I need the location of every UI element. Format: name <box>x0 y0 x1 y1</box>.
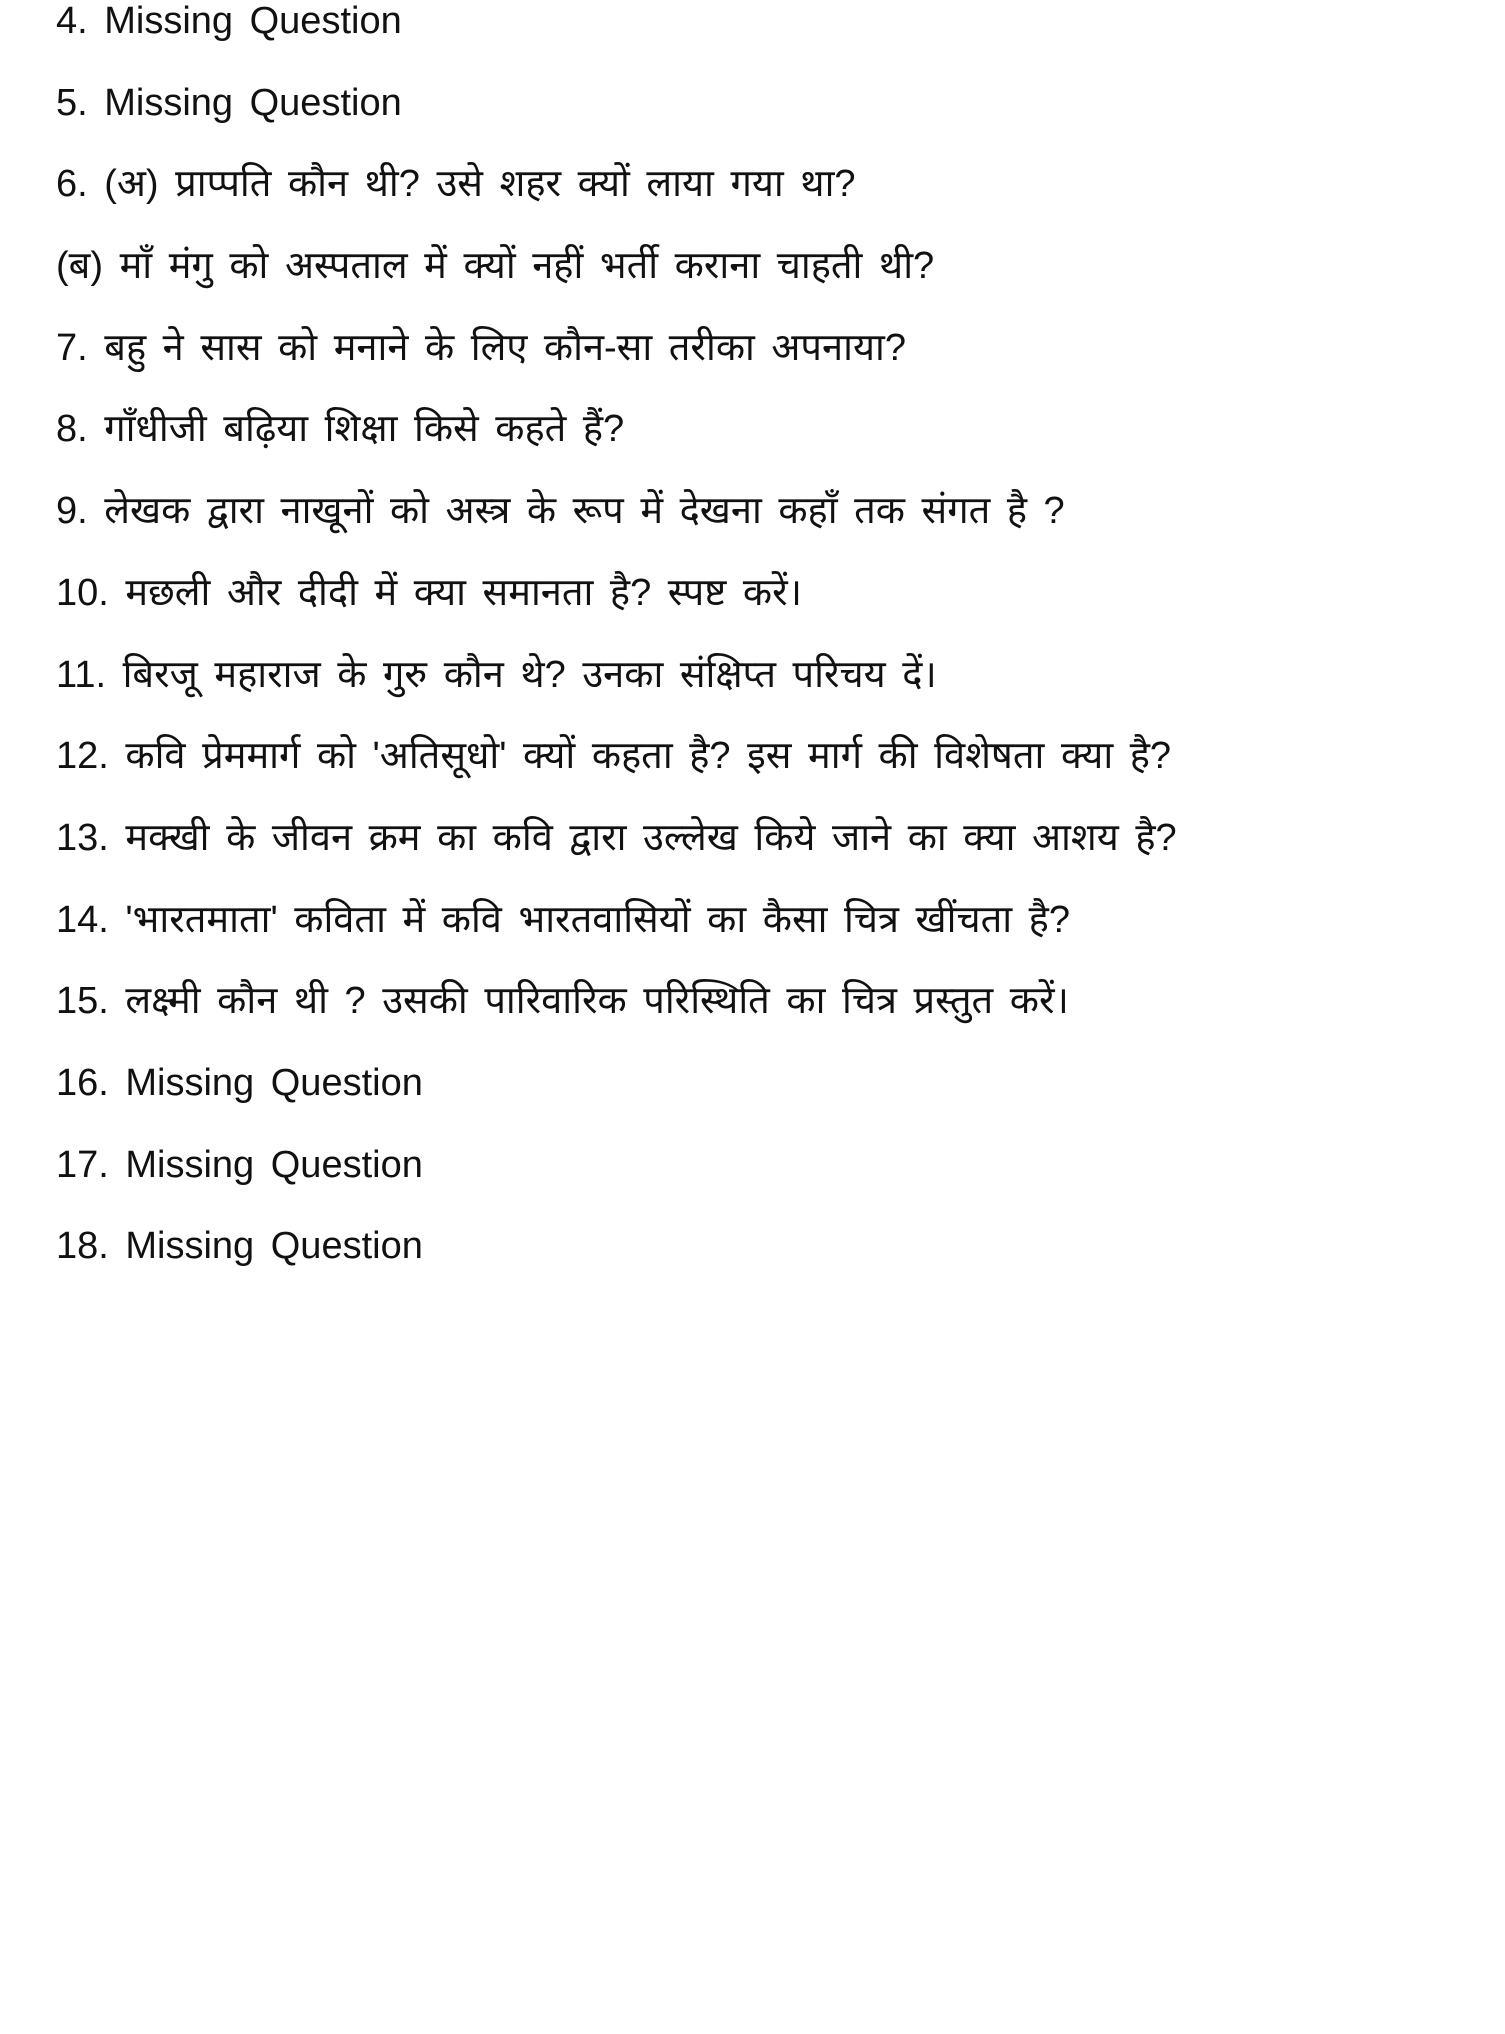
question-8: 8. गाँधीजी बढ़िया शिक्षा किसे कहते हैं? <box>56 408 625 451</box>
question-10: 10. मछली और दीदी में क्या समानता है? स्पष्ट करें। <box>56 571 803 614</box>
question-17: 17. Missing Question <box>56 1143 423 1186</box>
question-4: 4. Missing Question <box>56 0 402 42</box>
question-12: 12. कवि प्रेममार्ग को 'अतिसूधो' क्यों कहता है? इस मार्ग की विशेषता क्या है? <box>56 735 1172 778</box>
question-15: 15. लक्ष्मी कौन थी ? उसकी पारिवारिक परिस्थिति का चित्र प्रस्तुत करें। <box>56 980 1069 1023</box>
question-9: 9. लेखक द्वारा नाखूनों को अस्त्र के रूप में देखना कहाँ तक संगत है ? <box>56 490 1065 533</box>
question-11: 11. बिरजू महाराज के गुरु कौन थे? उनका संक्षिप्त परिचय दें। <box>56 653 937 696</box>
question-13: 13. मक्खी के जीवन क्रम का कवि द्वारा उल्लेख किये जाने का क्या आशय है? <box>56 816 1177 859</box>
question-14: 14. 'भारतमाता' कविता में कवि भारतवासियों का कैसा चित्र खींचता है? <box>56 898 1070 941</box>
question-6a: 6. (अ) प्राप्पति कौन थी? उसे शहर क्यों लाया गया था? <box>56 163 856 206</box>
question-18: 18. Missing Question <box>56 1225 423 1268</box>
question-5: 5. Missing Question <box>56 81 402 124</box>
question-16: 16. Missing Question <box>56 1061 423 1104</box>
question-6b: (ब) माँ मंगु को अस्पताल में क्यों नहीं भर्ती कराना चाहती थी? <box>56 245 935 288</box>
question-7: 7. बहु ने सास को मनाने के लिए कौन-सा तरीका अपनाया? <box>56 326 906 369</box>
question-list <box>56 0 1177 1288</box>
